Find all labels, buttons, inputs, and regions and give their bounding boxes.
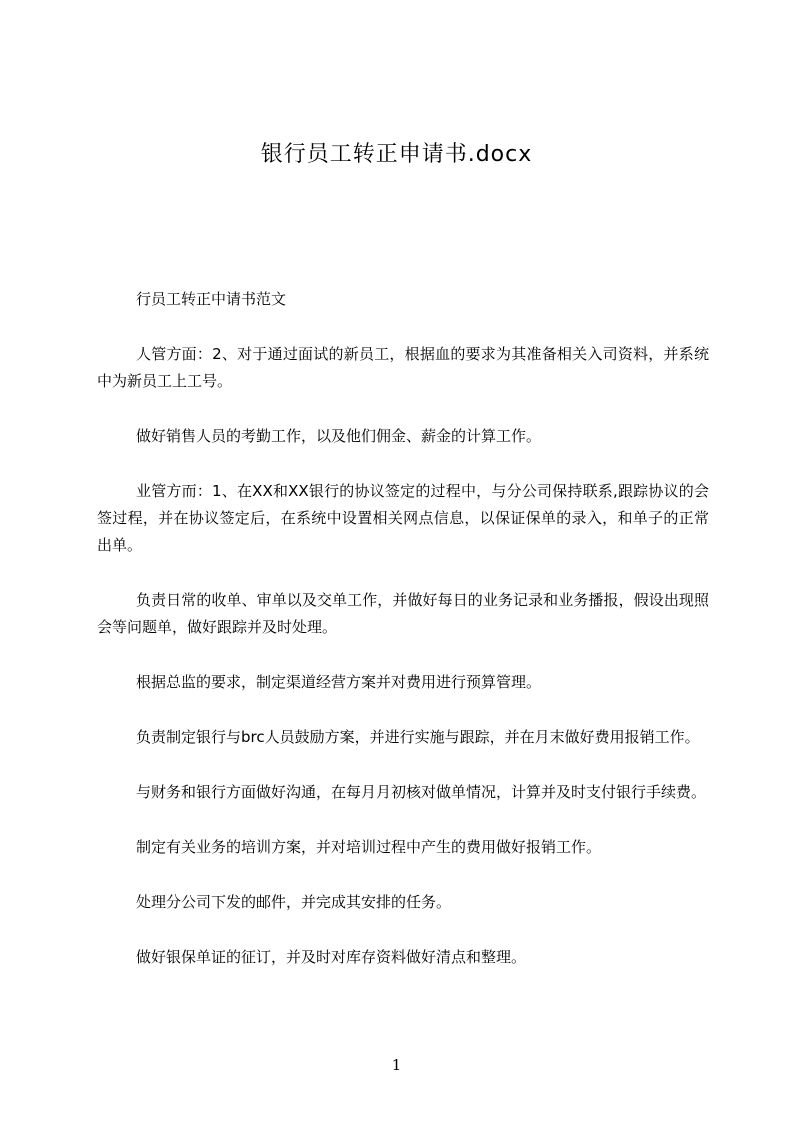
paragraph: 业管方而：1、在XX和XX银行的协议签定的过程中，与分公司保持联系,跟踪协议的会签过程，并在协议签定后，在系统中设置相关网点信息，以保证保单的录入，和单子的正常出单。 xyxy=(97,482,709,554)
paragraph: 做好银保单证的征订，并及时对库存资料做好清点和整理。 xyxy=(136,948,527,966)
paragraph: 根据总监的要求，制定渠道经营方案并对费用进行预算管理。 xyxy=(136,673,542,691)
paragraph: 人管方面：2、对于通过面试的新员工，根据血的要求为其准备相关入司资料，并系统中为新员工上工号。 xyxy=(97,345,709,390)
paragraph: 制定有关业务的培训方案，并对培训过程中产生的费用做好报销工作。 xyxy=(136,838,602,856)
paragraph: 行员工转正中请书范文 xyxy=(136,290,287,308)
paragraph: 负责日常的收单、审单以及交单工作，并做好每日的业务记录和业务播报，假设出现照会等问题单，做好跟踪并及时处理。 xyxy=(97,591,709,636)
paragraph: 负责制定银行与brc人员鼓励方案，并进行实施与跟踪，并在月末做好费用报销工作。 xyxy=(136,728,700,746)
paragraph: 处理分公司下发的邮件，并完成其安排的任务。 xyxy=(136,893,452,911)
paragraph: 做好销售人员的考勤工作，以及他们佣金、薪金的计算工作。 xyxy=(136,427,542,445)
document-title: 银行员工转正申请书.docx xyxy=(260,142,533,167)
paragraph: 与财务和银行方面做好沟通，在每月月初核对做单情况，计算并及时支付银行手续费。 xyxy=(136,783,707,801)
document-body xyxy=(97,286,709,999)
page-number: 1 xyxy=(391,1056,402,1074)
